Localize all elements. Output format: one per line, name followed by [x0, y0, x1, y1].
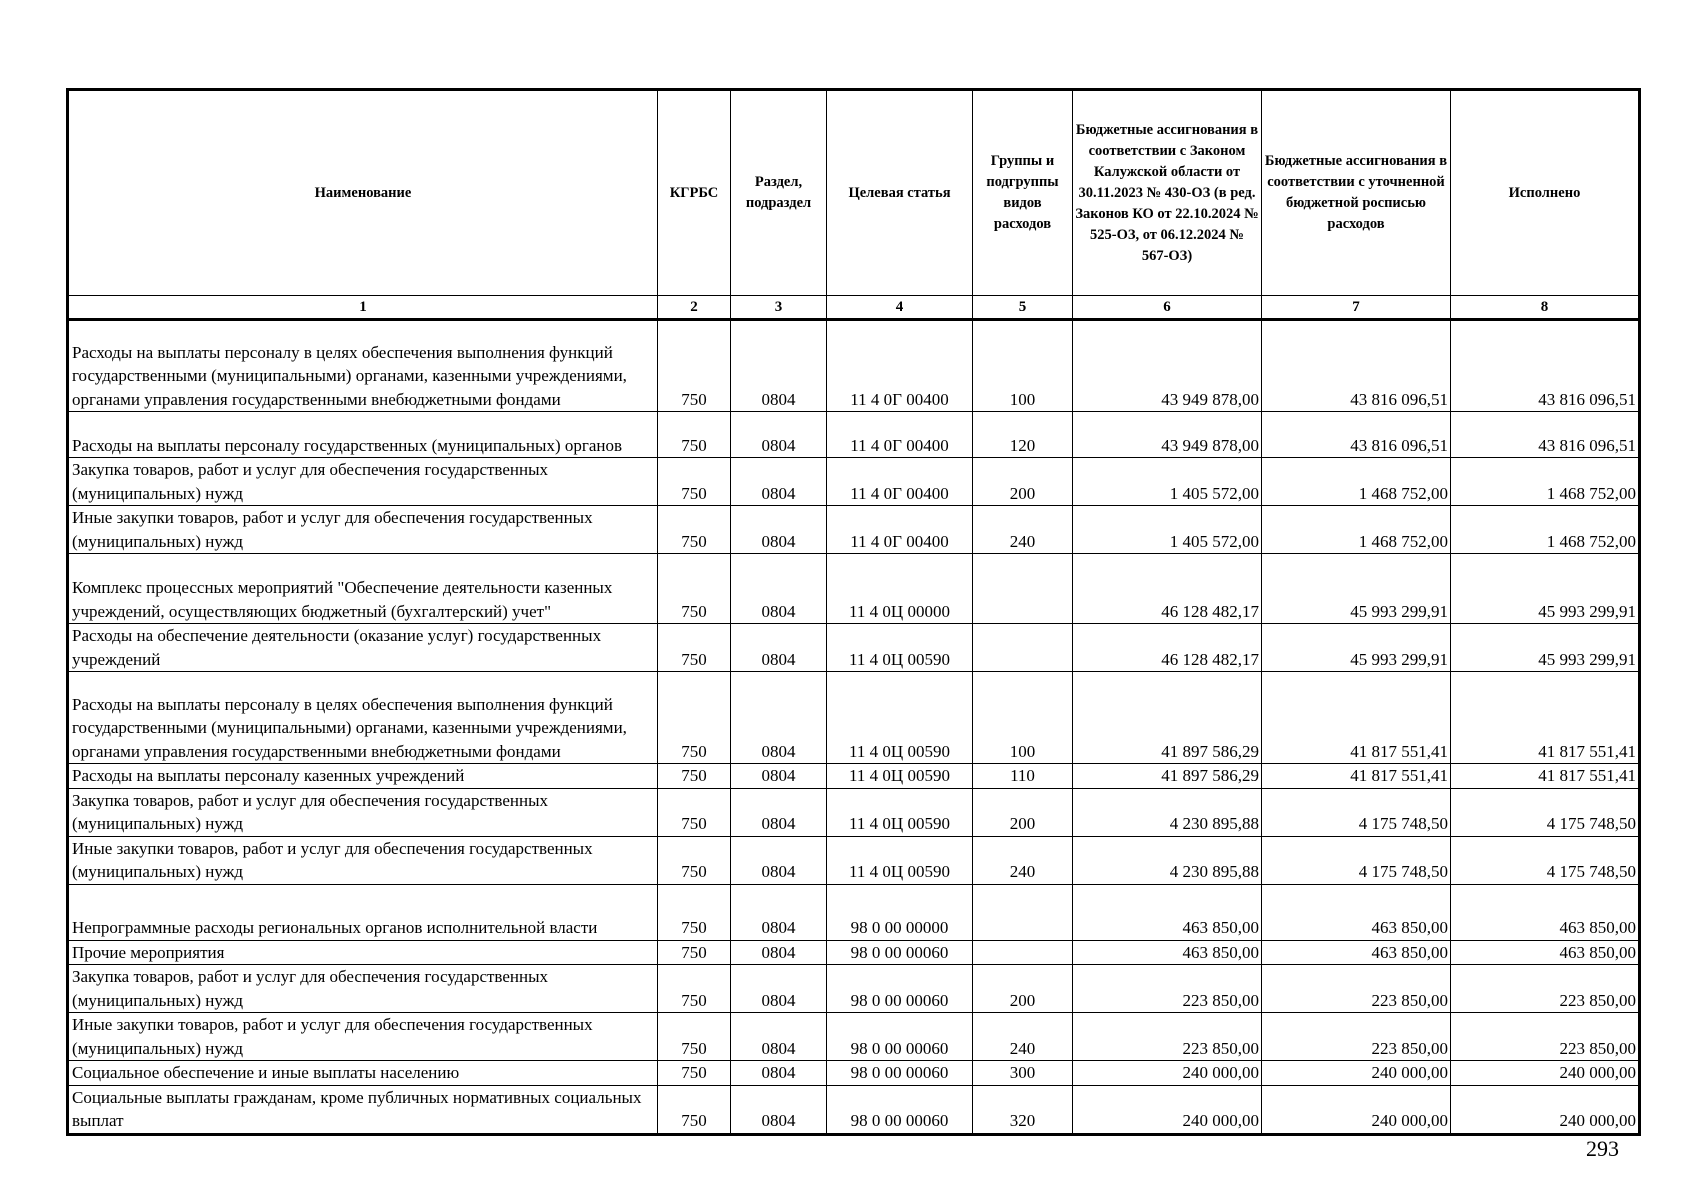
cell-refined-appropriations: 43 816 096,51 — [1262, 320, 1451, 412]
cell-target-article: 11 4 0Ц 00590 — [827, 672, 973, 764]
cell-name: Иные закупки товаров, работ и услуг для обеспечения государственных (муниципальных) нужд — [68, 836, 658, 884]
cell-refined-appropriations: 240 000,00 — [1262, 1085, 1451, 1134]
cell-target-article: 98 0 00 00000 — [827, 884, 973, 940]
cell-expense-group — [973, 624, 1073, 672]
table-body — [68, 320, 1640, 1135]
cell-kgrbs: 750 — [658, 836, 731, 884]
cell-name: Расходы на выплаты персоналу казенных учреждений — [68, 764, 658, 789]
cell-section: 0804 — [731, 940, 827, 965]
cell-name: Непрограммные расходы региональных органов исполнительной власти — [68, 884, 658, 940]
cell-expense-group: 200 — [973, 965, 1073, 1013]
cell-law-appropriations: 4 230 895,88 — [1073, 788, 1262, 836]
cell-target-article: 11 4 0Г 00400 — [827, 458, 973, 506]
cell-name: Комплекс процессных мероприятий "Обеспечение деятельности казенных учреждений, осуществляющих бюджетный (бухгалтерский) учет" — [68, 554, 658, 624]
cell-law-appropriations: 43 949 878,00 — [1073, 412, 1262, 458]
budget-execution-table — [66, 88, 1641, 1136]
column-number: 1 — [68, 296, 658, 320]
header-law-appropriations: Бюджетные ассигнования в соответствии с Законом Калужской области от 30.11.2023 № 430-ОЗ (в ред. Законов КО от 22.10.2024 № 525-ОЗ, от 06.12.2024 № 567-ОЗ) — [1073, 90, 1262, 296]
table-row — [68, 624, 1640, 672]
cell-refined-appropriations: 223 850,00 — [1262, 1013, 1451, 1061]
cell-target-article: 98 0 00 00060 — [827, 1061, 973, 1086]
cell-expense-group: 120 — [973, 412, 1073, 458]
cell-refined-appropriations: 240 000,00 — [1262, 1061, 1451, 1086]
cell-kgrbs: 750 — [658, 506, 731, 554]
cell-section: 0804 — [731, 458, 827, 506]
cell-refined-appropriations: 1 468 752,00 — [1262, 506, 1451, 554]
cell-law-appropriations: 223 850,00 — [1073, 965, 1262, 1013]
cell-target-article: 11 4 0Г 00400 — [827, 320, 973, 412]
header-target-article: Целевая статья — [827, 90, 973, 296]
header-executed: Исполнено — [1451, 90, 1640, 296]
cell-refined-appropriations: 43 816 096,51 — [1262, 412, 1451, 458]
cell-section: 0804 — [731, 884, 827, 940]
table-row — [68, 672, 1640, 764]
table-row — [68, 412, 1640, 458]
cell-expense-group: 200 — [973, 788, 1073, 836]
cell-executed: 1 468 752,00 — [1451, 506, 1640, 554]
cell-refined-appropriations: 223 850,00 — [1262, 965, 1451, 1013]
table-row — [68, 965, 1640, 1013]
cell-section: 0804 — [731, 965, 827, 1013]
column-number-row — [68, 296, 1640, 320]
cell-section: 0804 — [731, 1061, 827, 1086]
cell-target-article: 98 0 00 00060 — [827, 1013, 973, 1061]
cell-kgrbs: 750 — [658, 764, 731, 789]
header-section: Раздел, подраздел — [731, 90, 827, 296]
cell-expense-group — [973, 554, 1073, 624]
cell-target-article: 11 4 0Ц 00000 — [827, 554, 973, 624]
cell-law-appropriations: 1 405 572,00 — [1073, 458, 1262, 506]
table-row — [68, 1013, 1640, 1061]
header-row — [68, 90, 1640, 296]
cell-refined-appropriations: 463 850,00 — [1262, 884, 1451, 940]
cell-kgrbs: 750 — [658, 788, 731, 836]
header-expense-groups: Группы и подгруппы видов расходов — [973, 90, 1073, 296]
cell-executed: 463 850,00 — [1451, 884, 1640, 940]
cell-name: Прочие мероприятия — [68, 940, 658, 965]
cell-target-article: 11 4 0Г 00400 — [827, 412, 973, 458]
cell-kgrbs: 750 — [658, 1085, 731, 1134]
column-number: 6 — [1073, 296, 1262, 320]
cell-section: 0804 — [731, 1013, 827, 1061]
cell-name: Закупка товаров, работ и услуг для обеспечения государственных (муниципальных) нужд — [68, 965, 658, 1013]
cell-section: 0804 — [731, 320, 827, 412]
cell-name: Расходы на выплаты персоналу в целях обеспечения выполнения функций государственными (муниципальными) органами, казенными учреждениями, органами управления государственными внебюджетными фондами — [68, 320, 658, 412]
cell-law-appropriations: 463 850,00 — [1073, 940, 1262, 965]
header-kgrbs: КГРБС — [658, 90, 731, 296]
cell-refined-appropriations: 45 993 299,91 — [1262, 554, 1451, 624]
cell-kgrbs: 750 — [658, 884, 731, 940]
cell-executed: 240 000,00 — [1451, 1085, 1640, 1134]
cell-name: Закупка товаров, работ и услуг для обеспечения государственных (муниципальных) нужд — [68, 788, 658, 836]
cell-name: Закупка товаров, работ и услуг для обеспечения государственных (муниципальных) нужд — [68, 458, 658, 506]
cell-target-article: 98 0 00 00060 — [827, 965, 973, 1013]
table-row — [68, 884, 1640, 940]
cell-executed: 43 816 096,51 — [1451, 320, 1640, 412]
column-number: 3 — [731, 296, 827, 320]
cell-name: Расходы на выплаты персоналу государственных (муниципальных) органов — [68, 412, 658, 458]
cell-kgrbs: 750 — [658, 965, 731, 1013]
cell-executed: 240 000,00 — [1451, 1061, 1640, 1086]
cell-name: Расходы на выплаты персоналу в целях обеспечения выполнения функций государственными (муниципальными) органами, казенными учреждениями, органами управления государственными внебюджетными фондами — [68, 672, 658, 764]
table-row — [68, 764, 1640, 789]
cell-expense-group — [973, 884, 1073, 940]
cell-executed: 41 817 551,41 — [1451, 764, 1640, 789]
column-number: 7 — [1262, 296, 1451, 320]
cell-section: 0804 — [731, 506, 827, 554]
cell-expense-group: 300 — [973, 1061, 1073, 1086]
cell-target-article: 11 4 0Г 00400 — [827, 506, 973, 554]
cell-refined-appropriations: 41 817 551,41 — [1262, 672, 1451, 764]
table-row — [68, 940, 1640, 965]
column-number: 5 — [973, 296, 1073, 320]
column-number: 4 — [827, 296, 973, 320]
cell-section: 0804 — [731, 1085, 827, 1134]
table-row — [68, 320, 1640, 412]
cell-target-article: 11 4 0Ц 00590 — [827, 836, 973, 884]
cell-section: 0804 — [731, 412, 827, 458]
cell-refined-appropriations: 41 817 551,41 — [1262, 764, 1451, 789]
cell-name: Иные закупки товаров, работ и услуг для обеспечения государственных (муниципальных) нужд — [68, 506, 658, 554]
cell-target-article: 11 4 0Ц 00590 — [827, 764, 973, 789]
cell-expense-group: 240 — [973, 1013, 1073, 1061]
column-number: 8 — [1451, 296, 1640, 320]
cell-expense-group: 200 — [973, 458, 1073, 506]
cell-kgrbs: 750 — [658, 940, 731, 965]
cell-law-appropriations: 4 230 895,88 — [1073, 836, 1262, 884]
cell-target-article: 98 0 00 00060 — [827, 940, 973, 965]
cell-name: Расходы на обеспечение деятельности (оказание услуг) государственных учреждений — [68, 624, 658, 672]
cell-executed: 223 850,00 — [1451, 965, 1640, 1013]
cell-expense-group: 320 — [973, 1085, 1073, 1134]
cell-section: 0804 — [731, 788, 827, 836]
cell-kgrbs: 750 — [658, 1013, 731, 1061]
cell-executed: 4 175 748,50 — [1451, 788, 1640, 836]
cell-kgrbs: 750 — [658, 458, 731, 506]
cell-expense-group: 100 — [973, 320, 1073, 412]
table-row — [68, 1061, 1640, 1086]
cell-expense-group — [973, 940, 1073, 965]
cell-law-appropriations: 43 949 878,00 — [1073, 320, 1262, 412]
cell-refined-appropriations: 1 468 752,00 — [1262, 458, 1451, 506]
cell-executed: 45 993 299,91 — [1451, 624, 1640, 672]
cell-name: Социальные выплаты гражданам, кроме публичных нормативных социальных выплат — [68, 1085, 658, 1134]
cell-executed: 463 850,00 — [1451, 940, 1640, 965]
cell-law-appropriations: 1 405 572,00 — [1073, 506, 1262, 554]
cell-kgrbs: 750 — [658, 554, 731, 624]
column-number: 2 — [658, 296, 731, 320]
cell-kgrbs: 750 — [658, 320, 731, 412]
cell-kgrbs: 750 — [658, 624, 731, 672]
cell-executed: 43 816 096,51 — [1451, 412, 1640, 458]
cell-kgrbs: 750 — [658, 672, 731, 764]
cell-law-appropriations: 240 000,00 — [1073, 1061, 1262, 1086]
cell-law-appropriations: 223 850,00 — [1073, 1013, 1262, 1061]
cell-section: 0804 — [731, 836, 827, 884]
cell-law-appropriations: 41 897 586,29 — [1073, 764, 1262, 789]
cell-expense-group: 240 — [973, 506, 1073, 554]
cell-kgrbs: 750 — [658, 1061, 731, 1086]
table-row — [68, 836, 1640, 884]
cell-executed: 45 993 299,91 — [1451, 554, 1640, 624]
cell-law-appropriations: 240 000,00 — [1073, 1085, 1262, 1134]
cell-law-appropriations: 46 128 482,17 — [1073, 624, 1262, 672]
table-row — [68, 1085, 1640, 1134]
cell-name: Социальное обеспечение и иные выплаты населению — [68, 1061, 658, 1086]
cell-refined-appropriations: 45 993 299,91 — [1262, 624, 1451, 672]
cell-executed: 41 817 551,41 — [1451, 672, 1640, 764]
cell-law-appropriations: 463 850,00 — [1073, 884, 1262, 940]
cell-law-appropriations: 46 128 482,17 — [1073, 554, 1262, 624]
cell-name: Иные закупки товаров, работ и услуг для обеспечения государственных (муниципальных) нужд — [68, 1013, 658, 1061]
cell-expense-group: 240 — [973, 836, 1073, 884]
cell-executed: 223 850,00 — [1451, 1013, 1640, 1061]
table-row — [68, 506, 1640, 554]
page-number: 293 — [1586, 1136, 1619, 1161]
cell-section: 0804 — [731, 764, 827, 789]
table-row — [68, 458, 1640, 506]
cell-target-article: 11 4 0Ц 00590 — [827, 788, 973, 836]
cell-section: 0804 — [731, 672, 827, 764]
cell-expense-group: 100 — [973, 672, 1073, 764]
header-name: Наименование — [68, 90, 658, 296]
cell-section: 0804 — [731, 554, 827, 624]
cell-refined-appropriations: 463 850,00 — [1262, 940, 1451, 965]
cell-executed: 4 175 748,50 — [1451, 836, 1640, 884]
table-row — [68, 788, 1640, 836]
cell-executed: 1 468 752,00 — [1451, 458, 1640, 506]
cell-law-appropriations: 41 897 586,29 — [1073, 672, 1262, 764]
cell-target-article: 98 0 00 00060 — [827, 1085, 973, 1134]
cell-expense-group: 110 — [973, 764, 1073, 789]
cell-refined-appropriations: 4 175 748,50 — [1262, 788, 1451, 836]
table-row — [68, 554, 1640, 624]
cell-target-article: 11 4 0Ц 00590 — [827, 624, 973, 672]
cell-kgrbs: 750 — [658, 412, 731, 458]
cell-refined-appropriations: 4 175 748,50 — [1262, 836, 1451, 884]
cell-section: 0804 — [731, 624, 827, 672]
header-refined-appropriations: Бюджетные ассигнования в соответствии с уточненной бюджетной росписью расходов — [1262, 90, 1451, 296]
